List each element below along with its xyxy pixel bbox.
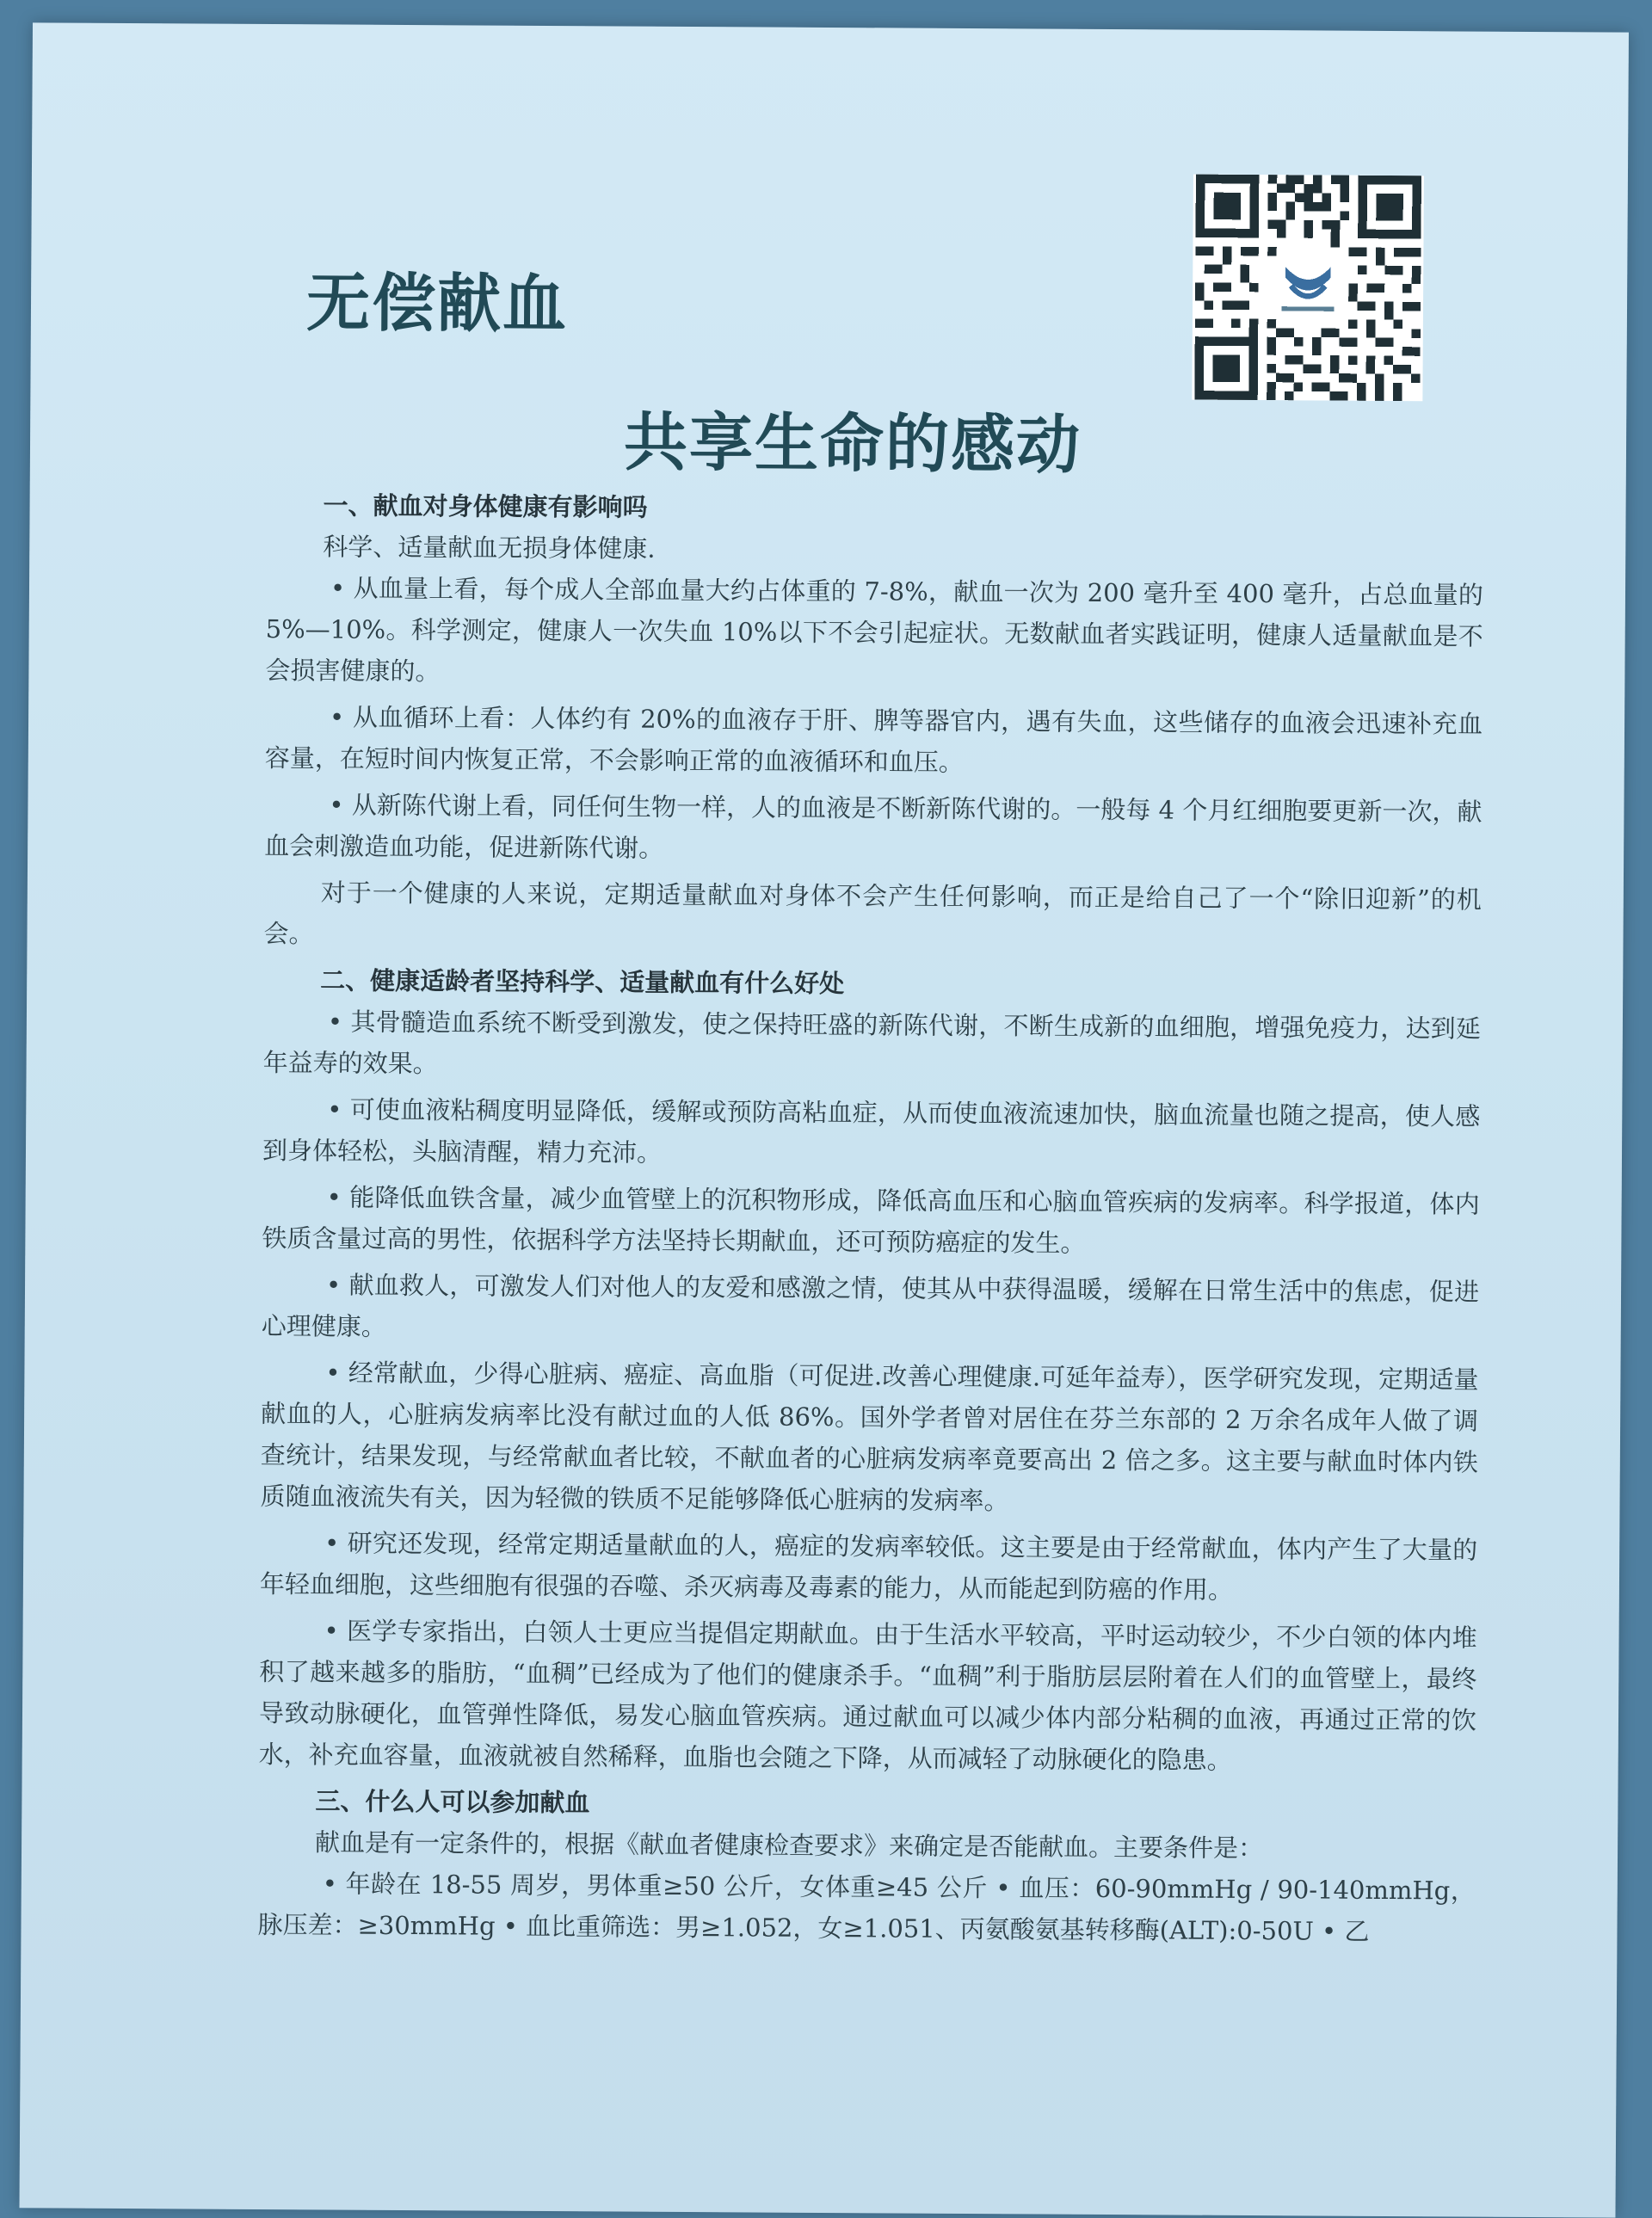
paragraph: 献血是有一定条件的，根据《献血者健康检查要求》来确定是否能献血。主要条件是： [314, 1827, 1264, 1864]
blood-center-logo-icon [1276, 256, 1340, 319]
bullet-item: • 能降低血铁含量，减少血管壁上的沉积物形成，降低高血压和心脑血管疾病的发病率。科学报道，体内铁质含量过高的男性，依据科学方法坚持长期献血，还可预防癌症的发生。 [262, 1182, 1480, 1258]
bullet-item: • 从血量上看，每个成人全部血量大约占体重的 7-8%，献血一次为 200 毫升至 400 毫升，占总血量的 5%—10%。科学测定，健康人一次失血 10%以下不会引起症状。无数献血者实践证明，健康人适量献血是不会损害健康的。 [265, 573, 1484, 687]
bullet-item: • 年龄在 18-55 周岁，男体重≥50 公斤，女体重≥45 公斤 • 血压：60-90mmHg / 90-140mmHg，脉压差：≥30mmHg • 血比重筛选：男≥1.052，女≥1.051、丙氨酸氨基转移酶(ALT):0-50U • 乙 [257, 1869, 1476, 1946]
section-heading: 二、健康适龄者坚持科学、适量献血有什么好处 [320, 965, 845, 999]
bullet-item: • 医学专家指出，白领人士更应当提倡定期献血。由于生活水平较高，平时运动较少，不少白领的体内堆积了越来越多的脂肪，“血稠”已经成为了他们的健康杀手。“血稠”利于脂肪层层附着在人们的血管壁上，最终导致动脉硬化，血管弹性降低，易发心脑血管疾病。通过献血可以减少体内部分粘稠的血液，再通过正常的饮水，补充血容量，血液就被自然稀释，血脂也会随之下降，从而减轻了动脉硬化的隐患。 [258, 1616, 1477, 1775]
bullet-item: • 可使血液粘稠度明显降低，缓解或预防高粘血症，从而使血液流速加快，脑血流量也随之提高，使人感到身体轻松，头脑清醒，精力充沛。 [262, 1094, 1481, 1168]
bullet-item: • 研究还发现，经常定期适量献血的人，癌症的发病率较低。这主要是由于经常献血，体内产生了大量的年轻血细胞，这些细胞有很强的吞噬、杀灭病毒及毒素的能力，从而能起到防癌的作用。 [259, 1528, 1478, 1605]
bullet-item: • 从新陈代谢上看，同任何生物一样，人的血液是不断新陈代谢的。一般每 4 个月红细胞要更新一次，献血会刺激造血功能，促进新陈代谢。 [264, 790, 1482, 863]
paragraph: 对于一个健康的人来说，定期适量献血对身体不会产生任何影响，而正是给自己了一个“除旧迎新”的机会。 [263, 878, 1482, 949]
article-body [257, 484, 1483, 1953]
page-title: 无偿献血 [305, 266, 569, 342]
qr-code-icon [1192, 175, 1424, 402]
bullet-item: • 其骨髓造血系统不断受到激发，使之保持旺盛的新陈代谢，不断生成新的血细胞，增强免疫力，达到延年益寿的效果。 [262, 1007, 1482, 1079]
section-heading: 一、献血对身体健康有影响吗 [323, 490, 648, 522]
flyer-page [20, 22, 1629, 2217]
page-subtitle: 共享生命的感动 [623, 405, 1082, 483]
paragraph: 科学、适量献血无损身体健康. [323, 532, 656, 564]
bullet-item: • 献血救人，可激发人们对他人的友爱和感激之情，使其从中获得温暖，缓解在日常生活中的焦虑，促进心理健康。 [261, 1270, 1480, 1341]
bullet-item: • 经常献血，少得心脏病、癌症、高血脂（可促进.改善心理健康.可延年益寿），医学研究发现，定期适量献血的人，心脏病发病率比没有献过血的人低 86%。国外学者曾对居住在芬兰东部的 2 万余名成年人做了调查统计，结果发现，与经常献血者比较，不献血者的心脏病发病率竟要高出 2 倍之多。这主要与献血时体内铁质随血液流失有关，因为轻微的铁质不足能够降低心脏病的发病率。 [260, 1358, 1479, 1516]
bullet-item: • 从血循环上看：人体约有 20%的血液存于肝、脾等器官内，遇有失血，这些储存的血液会迅速补充血容量，在短时间内恢复正常，不会影响正常的血液循环和血压。 [264, 702, 1483, 777]
section-heading: 三、什么人可以参加献血 [315, 1786, 590, 1818]
